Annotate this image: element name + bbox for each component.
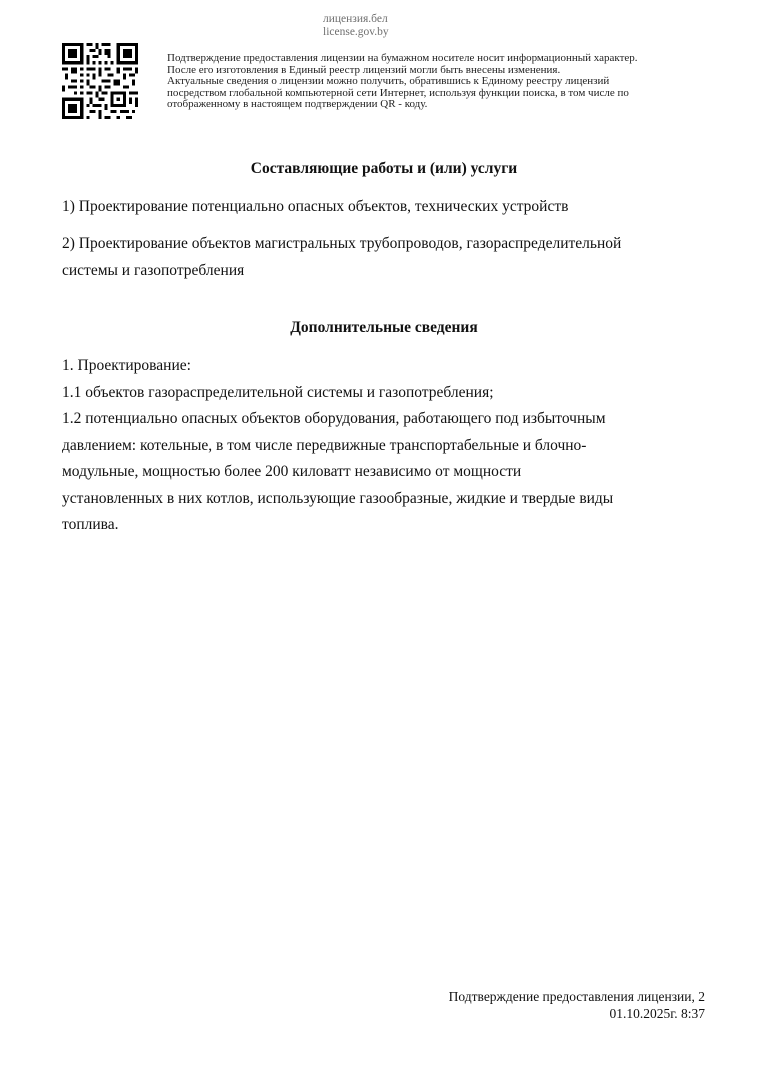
works-item-2 bbox=[62, 231, 722, 284]
additional-line: модульные, мощностью более 200 киловатт независимо от мощности bbox=[62, 463, 522, 480]
site-primary: лицензия.бел bbox=[323, 13, 388, 25]
additional-line: 1.2 потенциально опасных объектов оборудования, работающего под избыточным bbox=[62, 410, 606, 427]
notice-line: отображенному в настоящем подтверждении QR - коду. bbox=[167, 98, 428, 110]
works-title: Составляющие работы и (или) услуги bbox=[250, 160, 518, 177]
additional-body bbox=[62, 353, 722, 539]
additional-line: 1. Проектирование: bbox=[62, 357, 191, 374]
additional-line: установленных в них котлов, использующие газообразные, жидкие и твердые виды bbox=[62, 489, 614, 507]
site-secondary: license.gov.by bbox=[323, 26, 389, 38]
notice-line: посредством глобальной компьютерной сети Интернет, используя функции поиска, в том числе по bbox=[167, 86, 629, 99]
qr-code bbox=[62, 43, 138, 119]
footer-caption: Подтверждение предоставления лицензии, 2 bbox=[448, 989, 705, 1004]
notice-line: Подтверждение предоставления лицензии на бумажном носителе носит информационный характер. bbox=[167, 52, 638, 64]
additional-line: давлением: котельные, в том числе передвижные транспортабельные и блочно- bbox=[62, 436, 587, 454]
notice-line: Актуальные сведения о лицензии можно получить, обратившись к Единому реестру лицензий bbox=[167, 75, 610, 87]
notice-line: После его изготовления в Единый реестр лицензий могли быть внесены изменения. bbox=[167, 63, 561, 76]
page-footer bbox=[449, 988, 705, 1022]
works-item-line: системы и газопотребления bbox=[62, 261, 245, 279]
works-item-line: 1) Проектирование потенциально опасных объектов, технических устройств bbox=[62, 198, 569, 215]
additional-title: Дополнительные сведения bbox=[290, 319, 478, 336]
additional-line: 1.1 объектов газораспределительной системы и газопотребления; bbox=[62, 383, 494, 401]
notice-text bbox=[167, 53, 732, 111]
works-item-1 bbox=[62, 194, 722, 221]
works-item-line: 2) Проектирование объектов магистральных трубопроводов, газораспределительной bbox=[62, 235, 622, 252]
footer-timestamp: 01.10.2025г. 8:37 bbox=[609, 1006, 705, 1021]
additional-line: топлива. bbox=[62, 516, 119, 533]
site-links bbox=[323, 13, 389, 39]
